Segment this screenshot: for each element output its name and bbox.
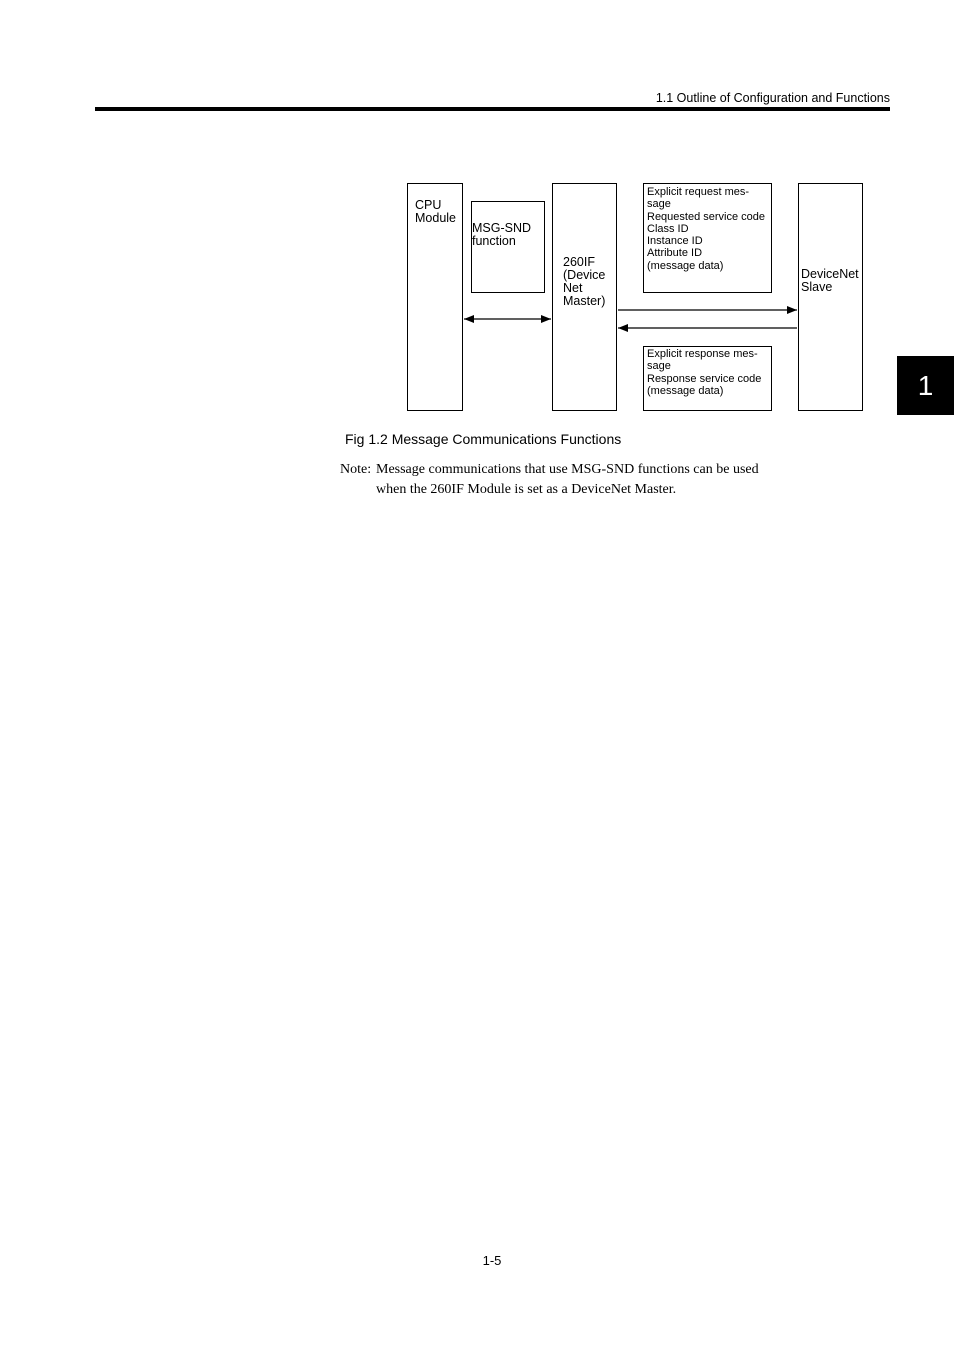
- note-line-2: when the 260IF Module is set as a DeviceNet Master.: [376, 481, 677, 497]
- note-line-1: [340, 460, 759, 480]
- msg-snd-label: MSG-SND function: [472, 221, 532, 248]
- note-text-1: Message communications that use MSG-SND functions can be used: [376, 462, 759, 477]
- note: [340, 460, 759, 499]
- chapter-number: 1: [917, 369, 934, 401]
- note-label: Note:: [340, 462, 372, 477]
- figure-caption: Fig 1.2 Message Communications Functions: [345, 431, 622, 447]
- page-number: 1-5: [482, 1253, 502, 1268]
- cpu-module-label: CPU Module: [415, 198, 456, 225]
- section-title: 1.1 Outline of Configuration and Functions: [655, 91, 890, 105]
- master-label: 260IF (Device Net Master): [563, 255, 606, 308]
- response-message-label: Explicit response mes- sage Response service code (message data): [647, 348, 762, 397]
- request-message-label: Explicit request mes- sage Requested service code Class ID Instance ID Attribute ID (message data): [647, 186, 766, 272]
- slave-label: DeviceNet Slave: [801, 267, 859, 294]
